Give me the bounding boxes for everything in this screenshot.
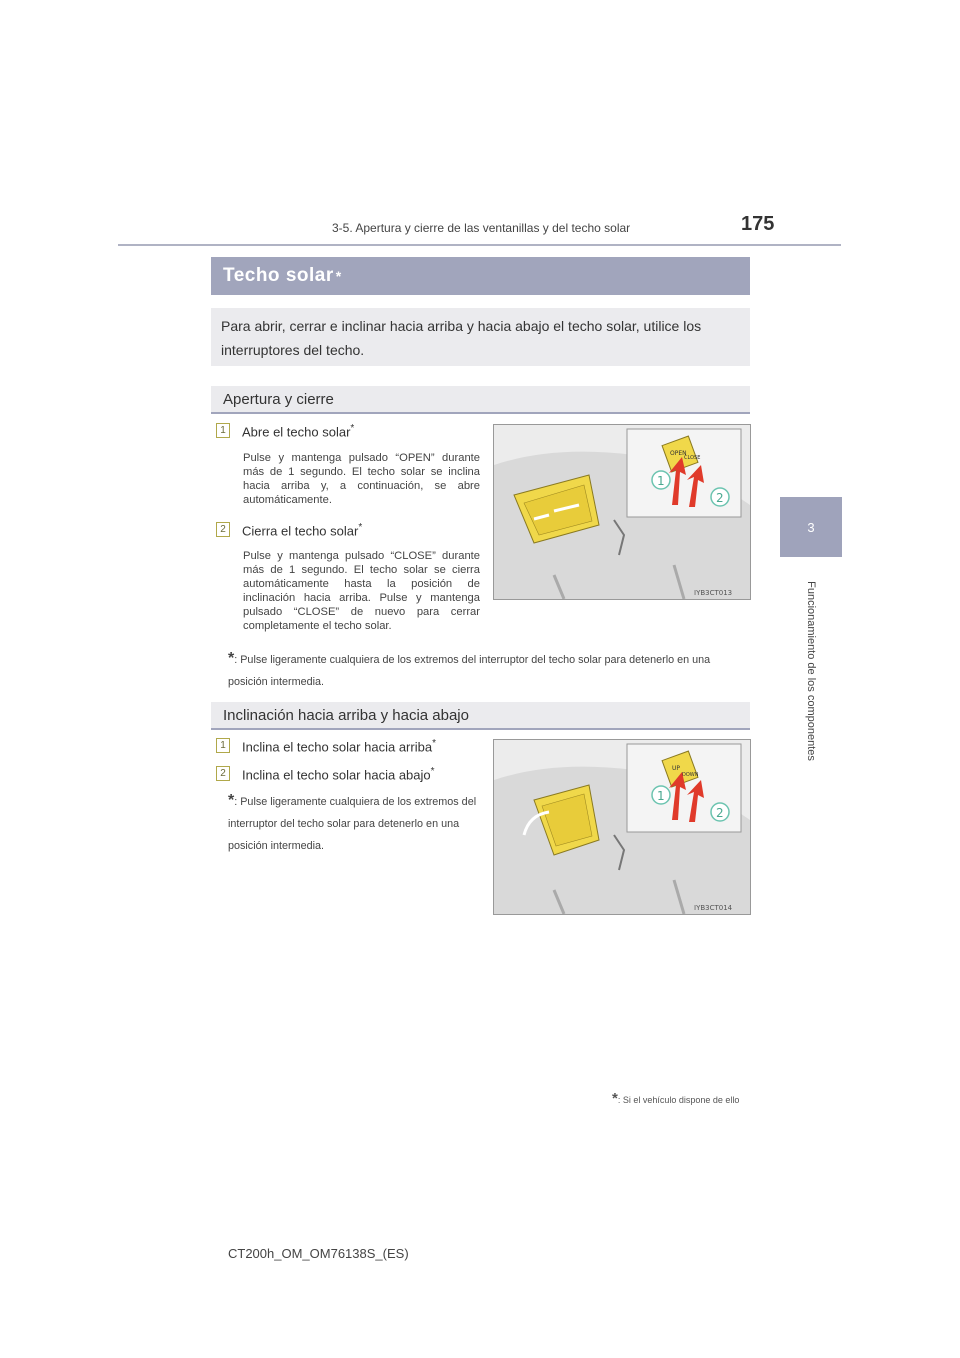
item-title: [242, 738, 436, 754]
footnote-asterisk: *: [612, 1090, 618, 1107]
chapter-title-vertical: [767, 566, 855, 776]
item-title-text: Inclina el techo solar hacia abajo: [242, 767, 431, 783]
item-number-badge: 1: [216, 738, 230, 753]
chapter-tab: [780, 497, 842, 557]
figure-code: IYB3CT014: [694, 904, 733, 912]
chapter-number: 3: [807, 519, 815, 535]
item-number-badge: 2: [216, 522, 230, 537]
switch-label-down: DOWN: [682, 772, 699, 778]
header-divider: [118, 244, 841, 246]
roof-drawing: [494, 740, 750, 914]
callout-1: 1: [657, 789, 665, 803]
asterisk: *: [432, 738, 436, 749]
item-title: [242, 423, 354, 439]
note-text: [228, 648, 748, 693]
footnote-text: : Si el vehículo dispone de ello: [617, 1095, 740, 1105]
item-title-text: Inclina el techo solar hacia arriba: [242, 739, 433, 755]
figure-code: IYB3CT013: [694, 589, 733, 597]
section-heading-tilt: [211, 702, 750, 730]
section-heading-text: Inclinación hacia arriba y hacia abajo: [223, 706, 469, 724]
page-number: 175: [741, 213, 775, 235]
item-number-badge: 2: [216, 766, 230, 781]
title-asterisk: *: [335, 268, 342, 284]
item-title: [242, 766, 435, 782]
item-description: Pulse y mantenga pulsado “CLOSE” durante más de 1 segundo. El techo solar se cierra automáticamente hasta la posición de inclinación hacia arriba. Pulse y mantenga pulsado “CLOSE” de nuevo para cerrar completamente el techo solar.: [243, 550, 480, 632]
callout-2: 2: [716, 806, 724, 820]
item-title-text: Cierra el techo solar: [242, 523, 359, 539]
callout-2: 2: [716, 491, 724, 505]
roof-drawing: [494, 425, 750, 599]
chapter-title: Funcionamiento de los componentes: [805, 581, 817, 761]
note-text: [228, 790, 480, 857]
header-section-title: 3-5. Apertura y cierre de las ventanillas y del techo solar: [332, 221, 631, 235]
page-title: [211, 257, 750, 295]
asterisk: *: [350, 423, 355, 434]
switch-label-up: UP: [672, 765, 681, 772]
document-code: CT200h_OM_OM76138S_(ES): [228, 1246, 409, 1261]
intro-text: Para abrir, cerrar e inclinar hacia arriba y hacia abajo el techo solar, utilice los interruptores del techo.: [221, 318, 702, 358]
note-body: : Pulse ligeramente cualquiera de los extremos del interruptor del techo solar para detenerlo en una posición intermedia.: [228, 796, 477, 852]
item-title: [242, 522, 362, 538]
section-heading-open-close: [211, 386, 750, 414]
availability-footnote: [612, 1090, 739, 1107]
sunroof-illustration-open-close: [493, 424, 751, 600]
page-title-text: Techo solar: [223, 265, 334, 286]
item-number-badge: 1: [216, 423, 230, 438]
item-description: Pulse y mantenga pulsado “OPEN” durante más de 1 segundo. El techo solar se inclina hacia arriba y, a continuación, se abre automáticamente.: [243, 452, 480, 506]
callout-1: 1: [657, 474, 665, 488]
item-title-text: Abre el techo solar: [242, 424, 351, 440]
switch-label-open: OPEN: [670, 450, 687, 457]
sunroof-illustration-tilt: [493, 739, 751, 915]
note-body: : Pulse ligeramente cualquiera de los extremos del interruptor del techo solar para detenerlo en una posición intermedia.: [228, 654, 711, 688]
section-heading-text: Apertura y cierre: [223, 390, 334, 408]
switch-label-close: CLOSE: [684, 455, 701, 461]
note-asterisk: *: [228, 792, 235, 809]
intro-box: [211, 308, 750, 366]
note-asterisk: *: [228, 650, 235, 667]
asterisk: *: [430, 766, 435, 777]
asterisk: *: [358, 522, 363, 533]
